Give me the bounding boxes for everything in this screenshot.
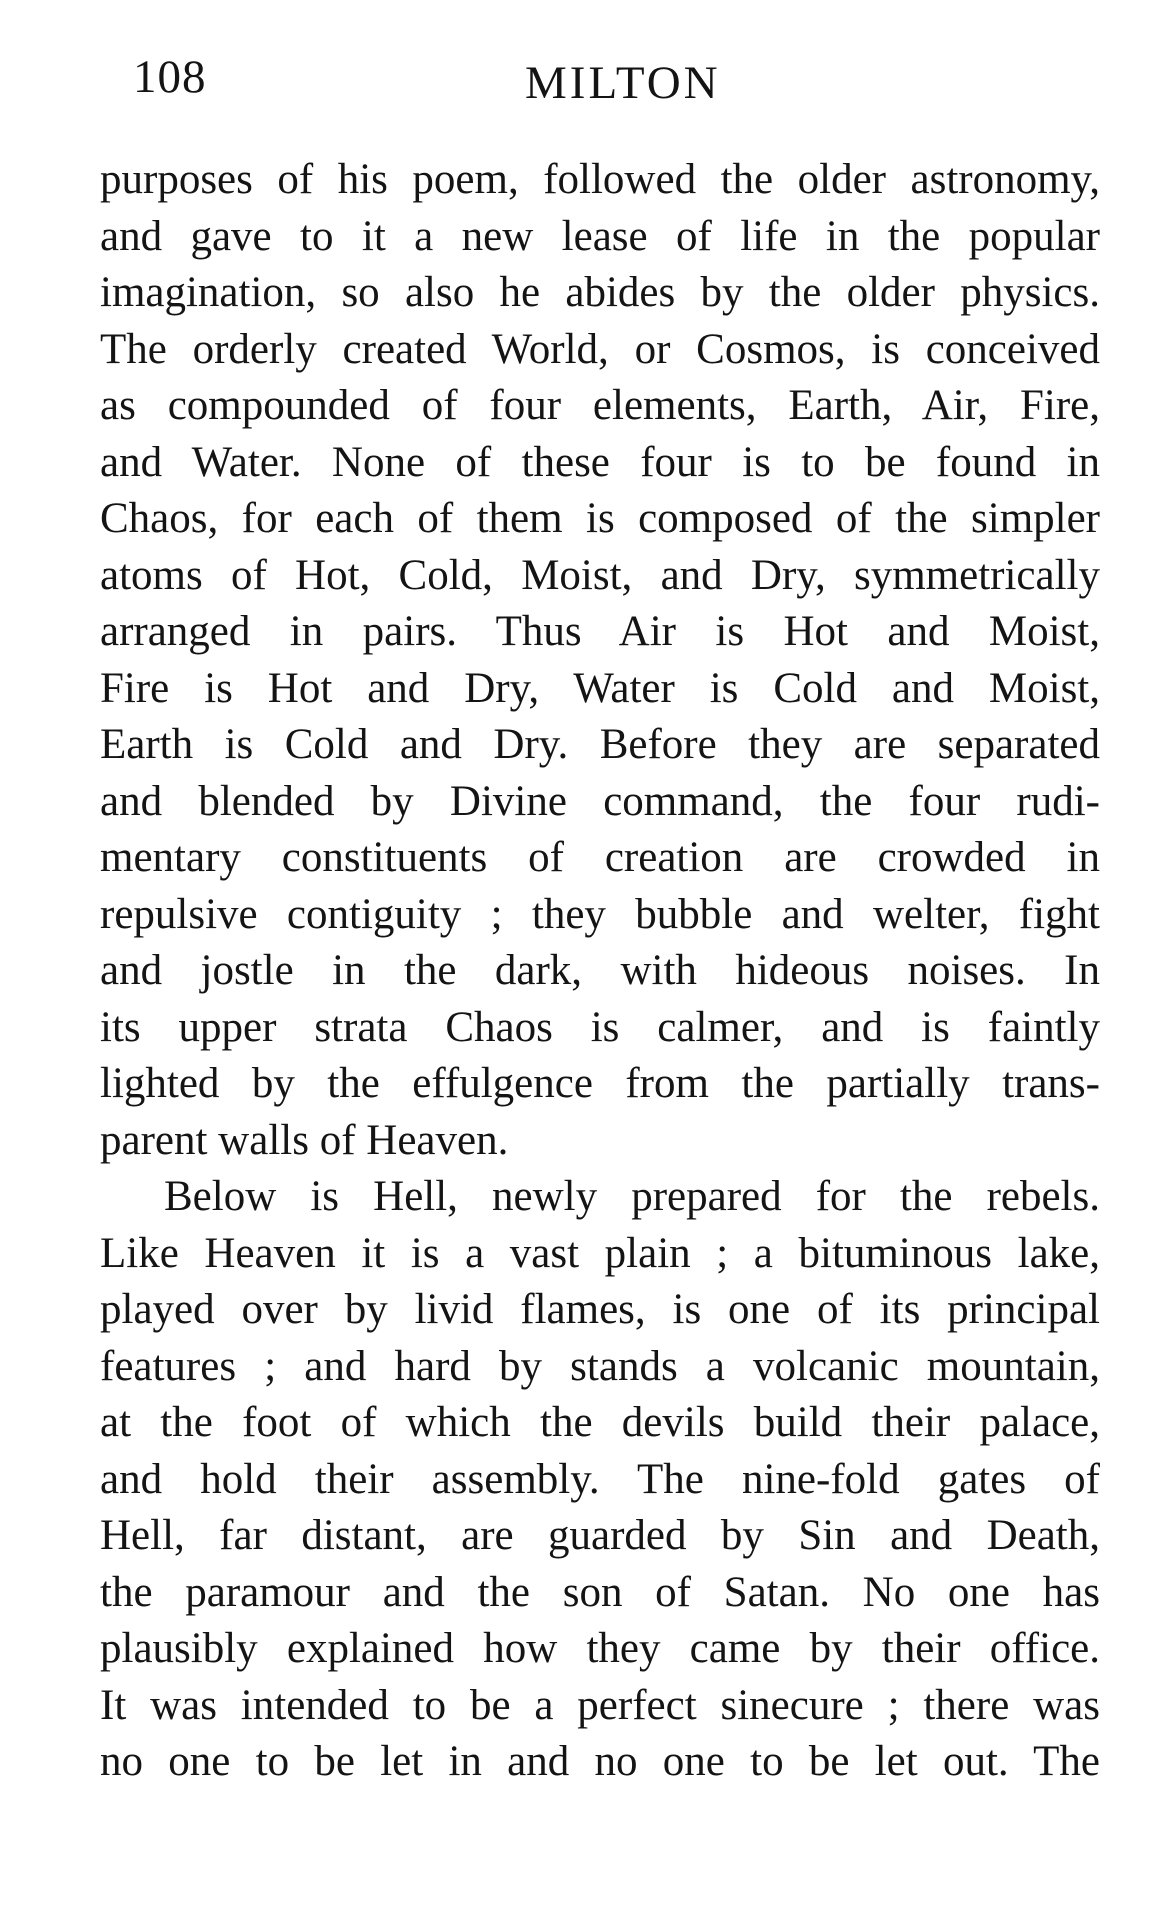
text-line: Like Heaven it is a vast plain ; a bituminous lake, — [100, 1229, 1100, 1277]
page-number: 108 — [133, 51, 207, 103]
text-line: the paramour and the son of Satan. No one has — [100, 1568, 1100, 1616]
text-line: It was intended to be a perfect sinecure ; there was — [100, 1681, 1100, 1729]
body-text — [100, 152, 1100, 1791]
text-line: its upper strata Chaos is calmer, and is faintly — [100, 1003, 1100, 1051]
text-line: played over by livid flames, is one of its principal — [100, 1286, 1100, 1333]
text-line: and hold their assembly. The nine-fold gates of — [100, 1455, 1100, 1503]
running-title: MILTON — [525, 57, 721, 109]
text-line: as compounded of four elements, Earth, Air, Fire, — [100, 382, 1100, 429]
text-line: Hell, far distant, are guarded by Sin and Death, — [100, 1512, 1100, 1559]
text-line: and jostle in the dark, with hideous noises. In — [100, 947, 1100, 994]
text-line: and gave to it a new lease of life in the popular — [100, 212, 1100, 260]
text-line: repulsive contiguity ; they bubble and welter, fight — [100, 890, 1100, 938]
text-line: and Water. None of these four is to be found in — [100, 438, 1100, 486]
text-line: imagination, so also he abides by the older physics. — [100, 269, 1100, 316]
text-line: arranged in pairs. Thus Air is Hot and Moist, — [100, 608, 1100, 655]
text-line: Chaos, for each of them is composed of the simpler — [100, 495, 1100, 542]
text-line: plausibly explained how they came by their office. — [100, 1625, 1100, 1672]
text-line: The orderly created World, or Cosmos, is conceived — [100, 325, 1100, 373]
text-line: features ; and hard by stands a volcanic mountain, — [100, 1342, 1100, 1390]
text-line: mentary constituents of creation are crowded in — [100, 834, 1100, 881]
paragraph-start-line: Below is Hell, newly prepared for the rebels. — [164, 1173, 1100, 1220]
text-line: atoms of Hot, Cold, Moist, and Dry, symmetrically — [100, 551, 1100, 599]
text-line: purposes of his poem, followed the older astronomy, — [100, 156, 1100, 203]
text-line: lighted by the effulgence from the partially trans- — [100, 1060, 1100, 1107]
text-line: and blended by Divine command, the four rudi- — [100, 777, 1100, 825]
text-line: Fire is Hot and Dry, Water is Cold and Moist, — [100, 664, 1100, 712]
text-line: no one to be let in and no one to be let out. The — [100, 1738, 1100, 1785]
text-line: at the foot of which the devils build their palace, — [100, 1399, 1100, 1446]
text-line: Earth is Cold and Dry. Before they are separated — [100, 721, 1100, 768]
paragraph-end-line: parent walls of Heaven. — [100, 1116, 509, 1164]
